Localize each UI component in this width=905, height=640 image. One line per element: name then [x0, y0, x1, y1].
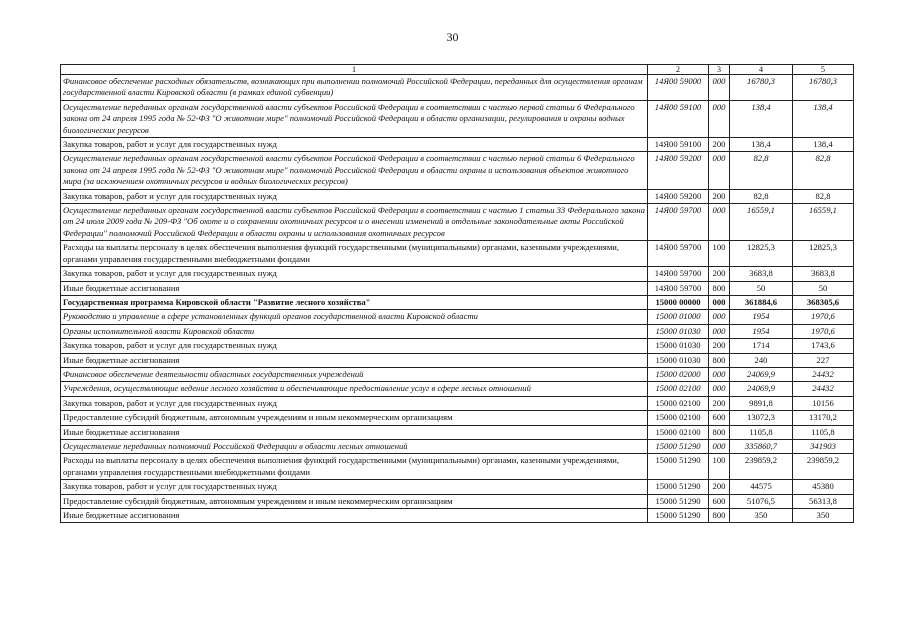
row-expense-type: 200	[709, 339, 730, 353]
table-row	[61, 267, 854, 281]
row-code: 14Я00 59700	[648, 241, 709, 267]
row-amount-2: 24432	[793, 367, 854, 381]
row-code: 14Я00 59700	[648, 281, 709, 295]
row-amount-2: 138,4	[793, 138, 854, 152]
header-expense-type: 3	[709, 65, 730, 75]
header-name: 1	[61, 65, 648, 75]
header-code: 2	[648, 65, 709, 75]
row-amount-2: 16559,1	[793, 204, 854, 241]
table-row	[61, 494, 854, 508]
row-amount-2: 1743,6	[793, 339, 854, 353]
row-expense-type: 800	[709, 509, 730, 523]
row-name: Осуществление переданных полномочий Российской Федерации в области лесных отношений	[61, 439, 648, 453]
table-row	[61, 382, 854, 396]
row-amount-1: 361884,6	[730, 295, 793, 309]
row-code: 15000 51290	[648, 439, 709, 453]
row-code: 15000 01030	[648, 324, 709, 338]
row-code: 14Я00 59000	[648, 75, 709, 101]
row-name: Закупка товаров, работ и услуг для государственных нужд	[61, 396, 648, 410]
row-expense-type: 200	[709, 396, 730, 410]
row-expense-type: 600	[709, 494, 730, 508]
row-amount-2: 24432	[793, 382, 854, 396]
row-amount-1: 1714	[730, 339, 793, 353]
row-name: Осуществление переданных органам государственной власти субъектов Российской Федерации в соответствии с частью первой статьи 6 Федерального закона от 24 апреля 1995 года № 52-ФЗ "О животном мире" полномочий Российской Федерации в области охраны и использования объектов животного мира (за исключением охотничьих ресурсов и водных биологических ресурсов)	[61, 152, 648, 189]
row-amount-2: 3683,8	[793, 267, 854, 281]
table-header-row	[61, 65, 854, 75]
table-row	[61, 425, 854, 439]
row-amount-1: 1954	[730, 324, 793, 338]
row-amount-1: 51076,5	[730, 494, 793, 508]
row-expense-type: 000	[709, 439, 730, 453]
row-amount-1: 138,4	[730, 100, 793, 137]
row-amount-1: 44575	[730, 480, 793, 494]
row-amount-2: 138,4	[793, 100, 854, 137]
row-name: Государственная программа Кировской области "Развитие лесного хозяйства"	[61, 295, 648, 309]
row-amount-2: 56313,8	[793, 494, 854, 508]
row-expense-type: 200	[709, 138, 730, 152]
row-amount-1: 239859,2	[730, 454, 793, 480]
row-code: 14Я00 59200	[648, 189, 709, 203]
table-row	[61, 324, 854, 338]
row-expense-type: 200	[709, 267, 730, 281]
row-expense-type: 000	[709, 367, 730, 381]
row-name: Иные бюджетные ассигнования	[61, 353, 648, 367]
row-amount-1: 16780,3	[730, 75, 793, 101]
row-code: 15000 00000	[648, 295, 709, 309]
header-amount-2: 5	[793, 65, 854, 75]
table-row	[61, 189, 854, 203]
row-code: 15000 02100	[648, 382, 709, 396]
row-name: Закупка товаров, работ и услуг для государственных нужд	[61, 339, 648, 353]
row-code: 15000 01030	[648, 339, 709, 353]
row-expense-type: 000	[709, 152, 730, 189]
row-amount-2: 227	[793, 353, 854, 367]
header-amount-1: 4	[730, 65, 793, 75]
row-code: 15000 02100	[648, 425, 709, 439]
row-name: Расходы на выплаты персоналу в целях обеспечения выполнения функций государственными (муниципальными) органами, казенными учреждениями, органами управления государственными внебюджетными фондами	[61, 241, 648, 267]
row-code: 15000 51290	[648, 480, 709, 494]
row-name: Осуществление переданных органам государственной власти субъектов Российской Федерации в соответствии с частью 1 статьи 33 Федерального закона от 24 июля 2009 года № 209-ФЗ "Об охоте и о сохранении охотничьих ресурсов и о внесении изменений в отдельные законодательные акты Российской Федерации" полномочий Российской Федерации в области охраны и использования охотничьих ресурсов	[61, 204, 648, 241]
row-expense-type: 000	[709, 204, 730, 241]
row-name: Руководство и управление в сфере установленных функций органов государственной власти Кировской области	[61, 310, 648, 324]
row-name: Расходы на выплаты персоналу в целях обеспечения выполнения функций государственными (муниципальными) органами, казенными учреждениями, органами управления государственными внебюджетными фондами	[61, 454, 648, 480]
table-row	[61, 310, 854, 324]
row-name: Иные бюджетные ассигнования	[61, 509, 648, 523]
table-row	[61, 396, 854, 410]
table-body	[61, 75, 854, 523]
row-code: 14Я00 59700	[648, 267, 709, 281]
row-expense-type: 600	[709, 411, 730, 425]
table-row	[61, 281, 854, 295]
row-name: Предоставление субсидий бюджетным, автономным учреждениям и иным некоммерческим организациям	[61, 411, 648, 425]
row-name: Финансовое обеспечение расходных обязательств, возникающих при выполнении полномочий Российской Федерации, переданных для осуществления органам государственной власти Кировской области (в рамках единой субвенции)	[61, 75, 648, 101]
row-amount-2: 1105,8	[793, 425, 854, 439]
row-amount-2: 368305,6	[793, 295, 854, 309]
row-expense-type: 800	[709, 353, 730, 367]
row-amount-1: 138,4	[730, 138, 793, 152]
table-row	[61, 339, 854, 353]
table-row	[61, 75, 854, 101]
row-amount-1: 82,8	[730, 189, 793, 203]
table-row	[61, 509, 854, 523]
row-amount-1: 1105,8	[730, 425, 793, 439]
row-code: 14Я00 59700	[648, 204, 709, 241]
row-name: Закупка товаров, работ и услуг для государственных нужд	[61, 267, 648, 281]
table-row	[61, 100, 854, 137]
row-amount-2: 50	[793, 281, 854, 295]
row-amount-1: 24069,9	[730, 382, 793, 396]
row-amount-1: 82,8	[730, 152, 793, 189]
row-name: Закупка товаров, работ и услуг для государственных нужд	[61, 138, 648, 152]
row-expense-type: 000	[709, 100, 730, 137]
table-row	[61, 480, 854, 494]
row-code: 15000 02100	[648, 396, 709, 410]
row-expense-type: 800	[709, 281, 730, 295]
row-expense-type: 100	[709, 241, 730, 267]
row-name: Закупка товаров, работ и услуг для государственных нужд	[61, 189, 648, 203]
row-code: 14Я00 59100	[648, 138, 709, 152]
budget-table	[60, 64, 854, 523]
row-name: Закупка товаров, работ и услуг для государственных нужд	[61, 480, 648, 494]
table-row	[61, 138, 854, 152]
table-row	[61, 204, 854, 241]
table-row	[61, 152, 854, 189]
row-name: Иные бюджетные ассигнования	[61, 425, 648, 439]
row-code: 15000 02100	[648, 411, 709, 425]
row-name: Иные бюджетные ассигнования	[61, 281, 648, 295]
row-expense-type: 200	[709, 189, 730, 203]
row-amount-1: 335860,7	[730, 439, 793, 453]
row-expense-type: 000	[709, 382, 730, 396]
row-expense-type: 100	[709, 454, 730, 480]
row-amount-2: 16780,3	[793, 75, 854, 101]
row-name: Предоставление субсидий бюджетным, автономным учреждениям и иным некоммерческим организациям	[61, 494, 648, 508]
row-expense-type: 800	[709, 425, 730, 439]
row-amount-1: 13072,3	[730, 411, 793, 425]
row-amount-1: 1954	[730, 310, 793, 324]
row-amount-1: 3683,8	[730, 267, 793, 281]
row-name: Финансовое обеспечение деятельности областных государственных учреждений	[61, 367, 648, 381]
table-row	[61, 353, 854, 367]
row-amount-2: 12825,3	[793, 241, 854, 267]
row-code: 15000 51290	[648, 494, 709, 508]
row-name: Осуществление переданных органам государственной власти субъектов Российской Федерации в соответствии с частью первой статьи 6 Федерального закона от 24 апреля 1995 года № 52-ФЗ "О животном мире" полномочий Российской Федерации в области организации, регулирования и охраны водных биологических ресурсов	[61, 100, 648, 137]
row-code: 15000 01030	[648, 353, 709, 367]
row-code: 15000 01000	[648, 310, 709, 324]
row-amount-2: 350	[793, 509, 854, 523]
row-amount-2: 82,8	[793, 152, 854, 189]
page-number: 30	[446, 30, 459, 44]
row-amount-2: 1970,6	[793, 324, 854, 338]
row-code: 14Я00 59200	[648, 152, 709, 189]
row-expense-type: 000	[709, 295, 730, 309]
table-row	[61, 367, 854, 381]
row-amount-1: 16559,1	[730, 204, 793, 241]
row-amount-2: 45380	[793, 480, 854, 494]
row-amount-2: 13170,2	[793, 411, 854, 425]
row-code: 15000 02000	[648, 367, 709, 381]
row-amount-1: 240	[730, 353, 793, 367]
table-row	[61, 241, 854, 267]
table-row	[61, 411, 854, 425]
row-amount-2: 341903	[793, 439, 854, 453]
row-code: 15000 51290	[648, 454, 709, 480]
row-expense-type: 200	[709, 480, 730, 494]
row-amount-1: 9891,8	[730, 396, 793, 410]
row-name: Учреждения, осуществляющие ведение лесного хозяйства и обеспечивающие предоставление услуг в сфере лесных отношений	[61, 382, 648, 396]
table-row	[61, 439, 854, 453]
row-code: 14Я00 59100	[648, 100, 709, 137]
row-amount-2: 10156	[793, 396, 854, 410]
row-name: Органы исполнительной власти Кировской области	[61, 324, 648, 338]
row-amount-2: 82,8	[793, 189, 854, 203]
row-expense-type: 000	[709, 310, 730, 324]
row-amount-1: 12825,3	[730, 241, 793, 267]
row-code: 15000 51290	[648, 509, 709, 523]
row-expense-type: 000	[709, 324, 730, 338]
row-amount-2: 239859,2	[793, 454, 854, 480]
row-amount-1: 50	[730, 281, 793, 295]
row-amount-2: 1970,6	[793, 310, 854, 324]
table-row	[61, 295, 854, 309]
row-amount-1: 350	[730, 509, 793, 523]
row-amount-1: 24069,9	[730, 367, 793, 381]
table-row	[61, 454, 854, 480]
row-expense-type: 000	[709, 75, 730, 101]
